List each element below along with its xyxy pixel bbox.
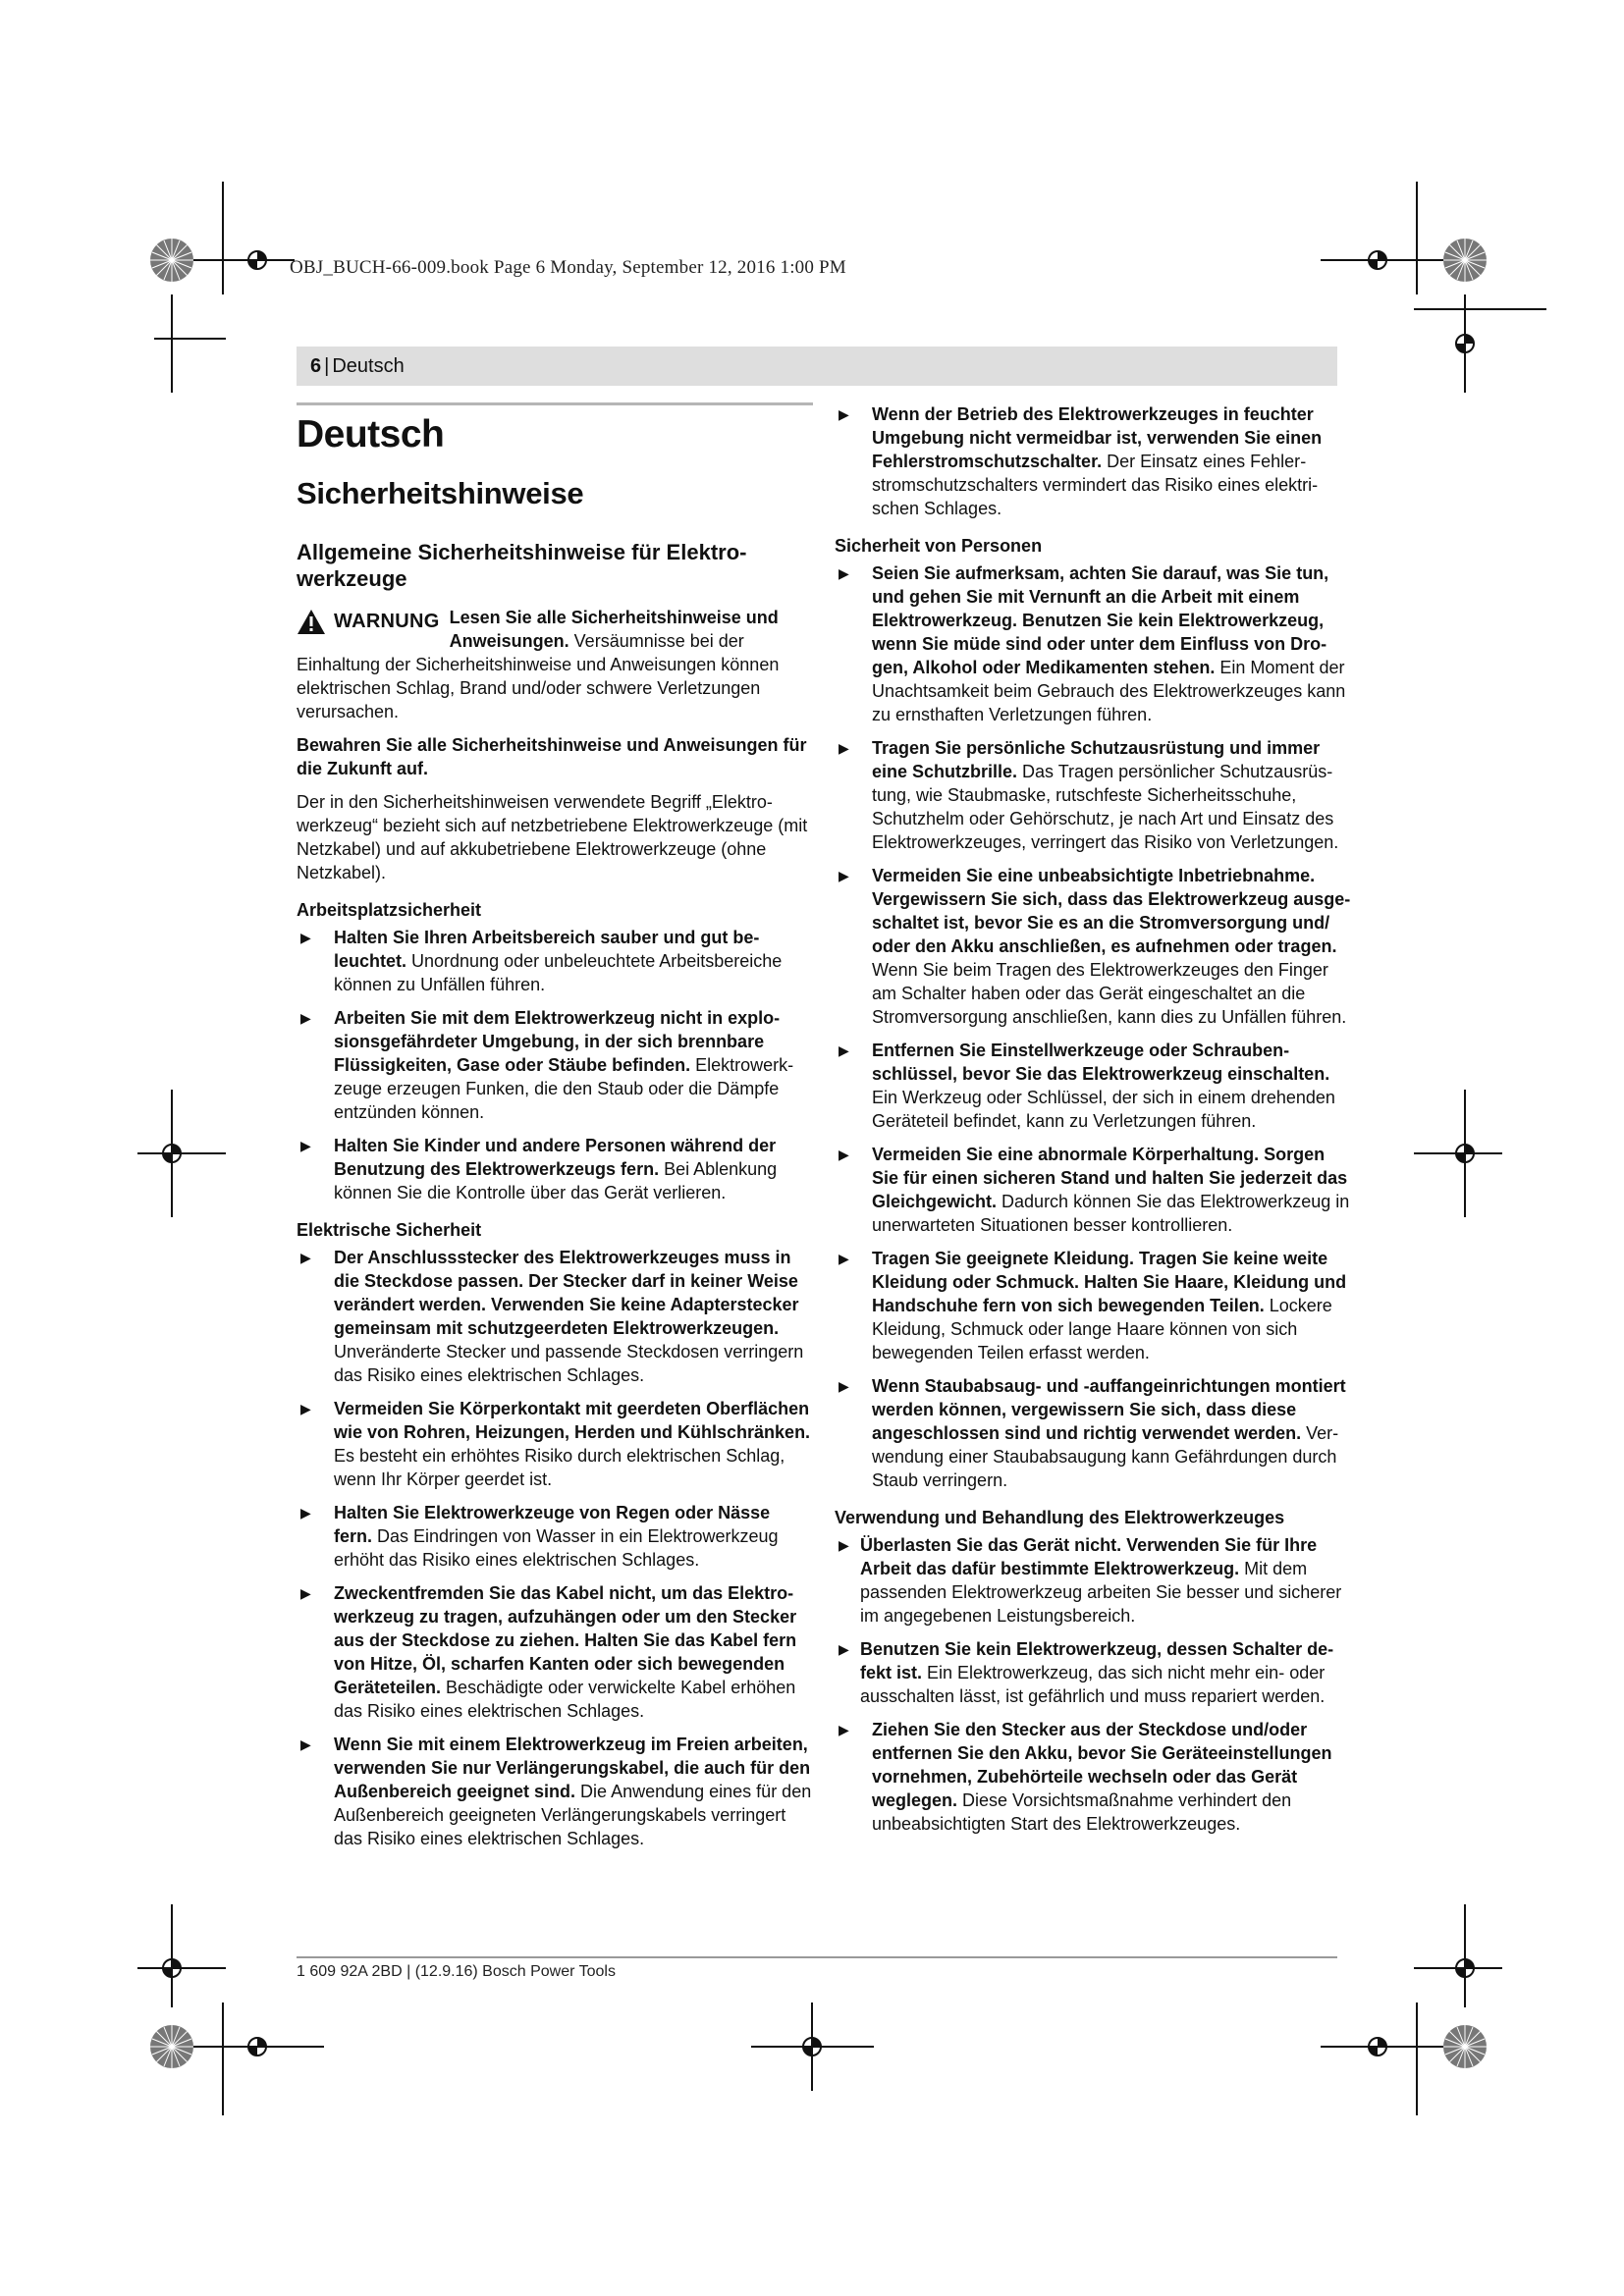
workplace-heading: Arbeitsplatzsicherheit — [297, 900, 482, 920]
list-item — [297, 1397, 813, 1491]
item-text: Ein Werkzeug oder Schlüssel, der sich in einem drehenden Geräteteil befindet, kann zu Verletzungen führen. — [872, 1088, 1335, 1131]
bullet-arrow-icon: ▶ — [839, 1641, 849, 1657]
item-lead: Seien Sie aufmerksam, achten Sie darauf, was Sie tun, und gehen Sie mit Vernunft an die Arbeit mit einem Elektrowerkzeug. Benutzen Sie kein Elektrowerkzeug, wenn Sie müde sind oder unter dem Einfluss von Drogen, Alkohol oder Medikamenten stehen. — [872, 563, 1329, 677]
list-item — [835, 1637, 1355, 1708]
item-text: Unordnung oder unbeleuchtete Arbeitsbereiche können zu Unfällen führen. — [334, 951, 783, 994]
item-lead: Vermeiden Sie eine unbeabsichtigte Inbetriebnahme. Vergewissern Sie sich, dass das Elektrowerkzeug ausgeschaltet ist, bevor Sie es an die Stromversorgung und/ oder den Akku anschließen, es aufnehmen oder tragen. — [872, 866, 1351, 956]
item-lead: Vermeiden Sie eine abnormale Körperhaltung. Sorgen Sie für einen sicheren Stand und halten Sie jederzeit das Gleichgewicht. — [872, 1145, 1348, 1211]
bullet-arrow-icon: ▶ — [839, 1537, 849, 1553]
list-item — [835, 864, 1355, 1029]
item-text: Unveränderte Stecker und passende Steckdosen verringern das Risiko eines elektrischen Schlages. — [334, 1342, 804, 1385]
list-item — [835, 1374, 1355, 1492]
item-text: Elektrowerkzeuge erzeugen Funken, die den Staub oder die Dämpfe entzünden können. — [334, 1055, 794, 1122]
definition-text: Der in den Sicherheitshinweisen verwendete Begriff „Elektrowerkzeug“ bezieht sich auf netzbetriebene Elektrowerkzeuge (mit Netzkabel) und auf akkubetriebene Elektrowerkzeuge (ohne Netzkabel). — [297, 792, 808, 882]
list-item — [835, 1143, 1355, 1237]
bullet-arrow-icon: ▶ — [839, 406, 849, 422]
item-lead: Wenn der Betrieb des Elektrowerkzeuges in feuchter Umgebung nicht vermeidbar ist, verwenden Sie einen Fehlerstromschutzschalter. — [872, 404, 1323, 471]
warning-lead: Lesen Sie alle Sicherheitshinweise und Anweisungen. — [449, 608, 779, 651]
item-text: Verwendung einer Staubabsaugung kann Gefährdungen durch Staub verringern. — [872, 1423, 1339, 1490]
list-item — [835, 402, 1355, 520]
warning-text: Versäumnisse bei der Einhaltung der Sicherheitshinweise und Anweisungen können elektrischen Schlag, Brand und/oder schwere Verletzungen verursachen. — [297, 631, 780, 721]
electrical-heading: Elektrische Sicherheit — [297, 1220, 482, 1240]
bullet-arrow-icon: ▶ — [839, 1251, 849, 1266]
item-lead: Der Anschlussstecker des Elektrowerkzeuges muss in die Steckdose passen. Der Stecker darf in keiner Weise verändert werden. Verwenden Sie keine Adapterstecker gemeinsam mit schutzgeerdeten Elektrowerkzeugen. — [334, 1248, 799, 1338]
item-text: Diese Vorsichtsmaßnahme verhindert den unbeabsichtigten Start des Elektrowerkzeuges. — [872, 1790, 1292, 1834]
bullet-arrow-icon: ▶ — [300, 1401, 311, 1416]
item-text: Mit dem passenden Elektrowerkzeug arbeiten Sie besser und sicherer im angegebenen Leistungsbereich. — [860, 1559, 1342, 1626]
item-text: Der Einsatz eines Fehlerstromschutzschalters vermindert das Risiko eines elektrischen Schlages. — [872, 452, 1319, 518]
bullet-arrow-icon: ▶ — [300, 1585, 311, 1601]
list-item — [835, 1533, 1355, 1628]
item-lead: Zweckentfremden Sie das Kabel nicht, um das Elektrowerkzeug zu tragen, aufzuhängen oder um den Stecker aus der Steckdose zu ziehen. Halten Sie das Kabel fern von Hitze, Öl, scharfen Kanten oder sich bewegenden Geräteteilen. — [334, 1583, 797, 1697]
item-text: Dadurch können Sie das Elektrowerkzeug in unerwarteten Situationen besser kontrollieren. — [872, 1192, 1350, 1235]
warning-badge — [297, 606, 440, 637]
page-subtitle: Sicherheitshinweise — [297, 476, 584, 510]
right-column — [835, 402, 1355, 1845]
left-column — [297, 402, 813, 1860]
item-text: Ein Moment der Unachtsamkeit beim Gebrauch des Elektrowerkzeuges kann zu ernsthaften Verletzungen führen. — [872, 658, 1346, 724]
list-item — [835, 1247, 1355, 1364]
bullet-arrow-icon: ▶ — [300, 1010, 311, 1026]
print-slug: OBJ_BUCH-66-009.book Page 6 Monday, September 12, 2016 1:00 PM — [290, 257, 846, 278]
header-label: Deutsch — [332, 354, 405, 377]
item-lead: Halten Sie Kinder und andere Personen während der Benutzung des Elektrowerkzeugs fern. — [334, 1136, 777, 1179]
bullet-arrow-icon: ▶ — [300, 1250, 311, 1265]
page-number: 6 — [310, 354, 322, 377]
item-text: Beschädigte oder verwickelte Kabel erhöhen das Risiko eines elektrischen Schlages. — [334, 1678, 796, 1721]
warning-block — [297, 606, 813, 723]
bullet-arrow-icon: ▶ — [839, 1042, 849, 1058]
footer-rule — [297, 1956, 1337, 1958]
list-item — [835, 1039, 1355, 1133]
section-title: Allgemeine Sicherheitshinweise für Elektrowerkzeuge — [297, 540, 747, 591]
bullet-arrow-icon: ▶ — [839, 1722, 849, 1737]
list-item — [297, 1733, 813, 1850]
warning-triangle-icon — [297, 609, 326, 635]
list-item — [835, 1718, 1355, 1836]
list-item — [297, 1501, 813, 1572]
item-text: Es besteht ein erhöhtes Risiko durch elektrischen Schlag, wenn Ihr Körper geerdet ist. — [334, 1446, 785, 1489]
list-item — [297, 1006, 813, 1124]
bullet-arrow-icon: ▶ — [300, 1138, 311, 1153]
header-separator: | — [324, 354, 330, 377]
list-item — [297, 926, 813, 996]
item-lead: Halten Sie Ihren Arbeitsbereich sauber und gut beleuchtet. — [334, 928, 760, 971]
item-lead: Entfernen Sie Einstellwerkzeuge oder Schraubenschlüssel, bevor Sie das Elektrowerkzeug einschalten. — [872, 1041, 1330, 1084]
running-header — [297, 347, 1337, 386]
warning-word: WARNUNG — [334, 611, 440, 632]
list-item — [297, 1246, 813, 1387]
bullet-arrow-icon: ▶ — [300, 930, 311, 945]
bullet-arrow-icon: ▶ — [839, 1378, 849, 1394]
page-title: Deutsch — [297, 413, 445, 455]
item-text: Das Tragen persönlicher Schutzausrüstung, wie Staubmaske, rutschfeste Sicherheitsschuhe, Schutzhelm oder Gehörschutz, je nach Art und Einsatz des Elektrowerkzeuges, verringert das Risiko von Verletzungen. — [872, 762, 1339, 852]
title-rule — [297, 402, 813, 405]
item-text: Lockere Kleidung, Schmuck oder lange Haare können von sich bewegenden Teilen erfasst werden. — [872, 1296, 1332, 1362]
bullet-arrow-icon: ▶ — [839, 1147, 849, 1162]
item-lead: Arbeiten Sie mit dem Elektrowerkzeug nicht in explosionsgefährdeter Umgebung, in der sich brennbare Flüssigkeiten, Gase oder Stäube befinden. — [334, 1008, 781, 1075]
bullet-arrow-icon: ▶ — [839, 868, 849, 883]
item-text: Wenn Sie beim Tragen des Elektrowerkzeuges den Finger am Schalter haben oder das Gerät eingeschaltet an die Stromversorgung anschließen, kann dies zu Unfällen führen. — [872, 960, 1347, 1027]
item-text: Das Eindringen von Wasser in ein Elektrowerkzeug erhöht das Risiko eines elektrischen Schlages. — [334, 1526, 779, 1570]
item-text: Ein Elektrowerkzeug, das sich nicht mehr ein- oder ausschalten lässt, ist gefährlich und muss repariert werden. — [860, 1663, 1326, 1706]
item-lead: Halten Sie Elektrowerkzeuge von Regen oder Nässe fern. — [334, 1503, 771, 1546]
item-lead: Überlasten Sie das Gerät nicht. Verwenden Sie für Ihre Arbeit das dafür bestimmte Elektrowerkzeug. — [860, 1535, 1318, 1578]
item-lead: Ziehen Sie den Stecker aus der Steckdose und/oder entfernen Sie den Akku, bevor Sie Geräteeinstellungen vornehmen, Zubehörteile wechseln oder das Gerät weglegen. — [872, 1720, 1332, 1810]
item-text: Bei Ablenkung können Sie die Kontrolle über das Gerät verlieren. — [334, 1159, 778, 1202]
usage-heading: Verwendung und Behandlung des Elektrowerkzeuges — [835, 1508, 1285, 1527]
item-lead: Tragen Sie persönliche Schutzausrüstung und immer eine Schutzbrille. — [872, 738, 1321, 781]
keep-note: Bewahren Sie alle Sicherheitshinweise und Anweisungen für die Zukunft auf. — [297, 735, 807, 778]
list-item — [835, 561, 1355, 726]
bullet-arrow-icon: ▶ — [839, 565, 849, 581]
bullet-arrow-icon: ▶ — [839, 740, 849, 756]
item-lead: Wenn Staubabsaug- und -auffangeinrichtungen montiert werden können, vergewissern Sie sich, dass diese angeschlossen sind und richtig verwendet werden. — [872, 1376, 1346, 1443]
item-text: Die Anwendung eines für den Außenbereich geeigneten Verlängerungskabels verringert das Risiko eines elektrischen Schlages. — [334, 1782, 812, 1848]
list-item — [835, 736, 1355, 854]
item-lead: Wenn Sie mit einem Elektrowerkzeug im Freien arbeiten, verwenden Sie nur Verlängerungskabel, die auch für den Außenbereich geeignet sind. — [334, 1735, 811, 1801]
list-item — [297, 1134, 813, 1204]
bullet-arrow-icon: ▶ — [300, 1736, 311, 1752]
item-lead: Benutzen Sie kein Elektrowerkzeug, dessen Schalter defekt ist. — [860, 1639, 1334, 1682]
list-item — [297, 1581, 813, 1723]
personal-heading: Sicherheit von Personen — [835, 536, 1043, 556]
item-lead: Vermeiden Sie Körperkontakt mit geerdeten Oberflächen wie von Rohren, Heizungen, Herden und Kühlschränken. — [334, 1399, 811, 1442]
bullet-arrow-icon: ▶ — [300, 1505, 311, 1521]
item-lead: Tragen Sie geeignete Kleidung. Tragen Sie keine weite Kleidung oder Schmuck. Halten Sie Haare, Kleidung und Handschuhe fern von sich bewegenden Teilen. — [872, 1249, 1347, 1315]
page-footer: 1 609 92A 2BD | (12.9.16) Bosch Power Tools — [297, 1963, 616, 1980]
